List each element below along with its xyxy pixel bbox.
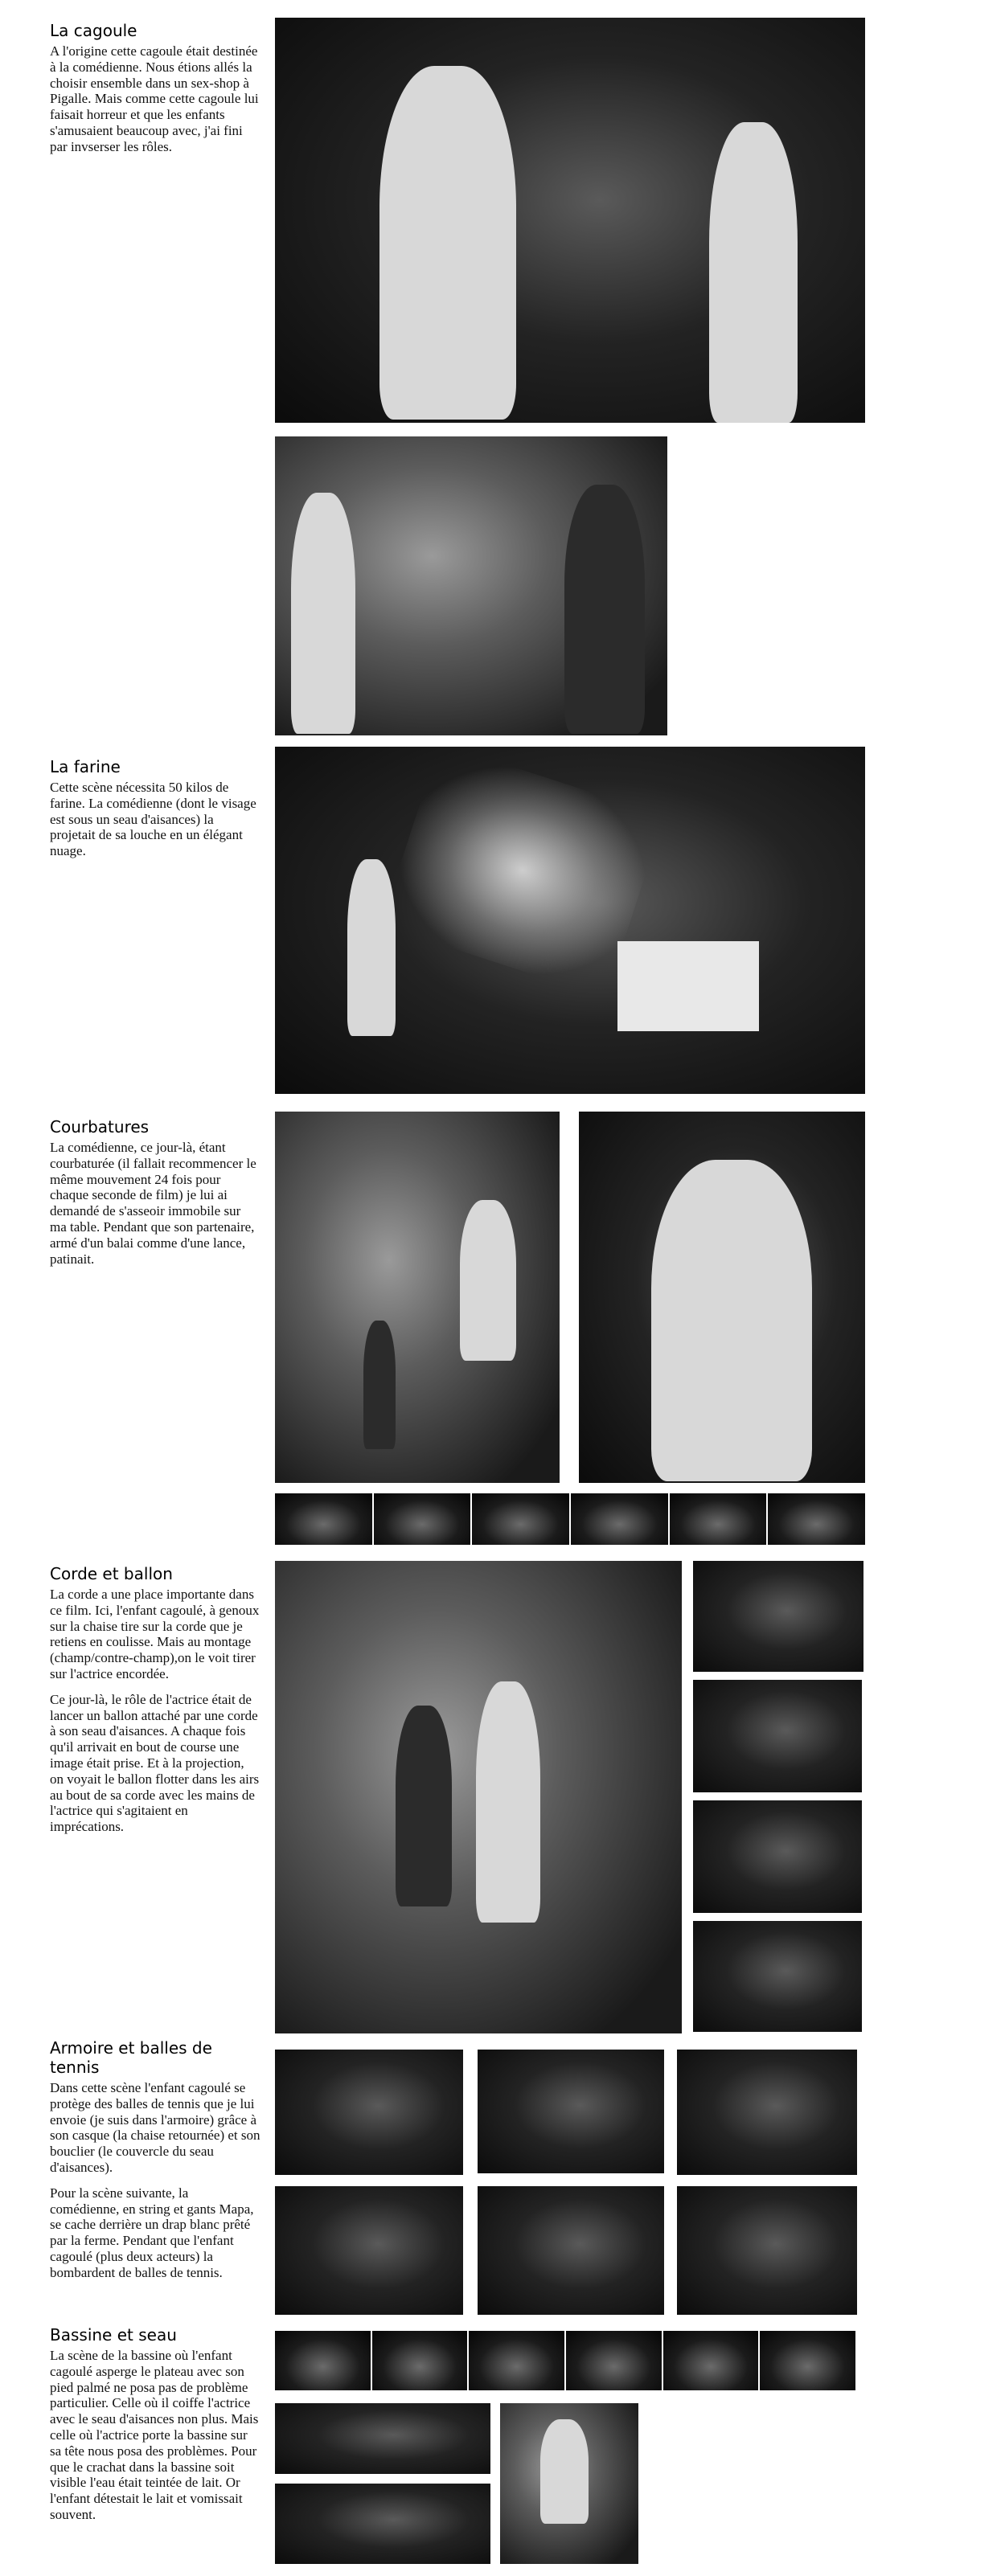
section-bassine [50, 2325, 260, 2533]
photo-figure [709, 122, 798, 423]
film-frame [566, 2331, 662, 2390]
photo-figure [291, 493, 355, 734]
photo-figure [396, 1706, 452, 1906]
section-corde [50, 1564, 260, 1845]
photo-cagoule-second [275, 436, 667, 735]
section-title: Armoire et balles de tennis [50, 2038, 212, 2077]
photo-figure [476, 1681, 540, 1923]
section-paragraph: Pour la scène suivante, la comédienne, en string et gants Mapa, se cache derrière un drap blanc prêté par la ferme. Pendant que l'enfant cagoulé (plus deux acteurs) la bombardent de balles de tennis. [50, 2185, 254, 2280]
photo-bassine-1 [275, 2403, 490, 2474]
film-strip-bassine [275, 2331, 855, 2390]
photo-armoire-1 [275, 2050, 463, 2175]
photo-figure [347, 859, 396, 1036]
photo-figure [379, 66, 516, 420]
film-frame [760, 2331, 855, 2390]
section-paragraph: La corde a une place importante dans ce film. Ici, l'enfant cagoulé, à genoux sur la chaise tire sur la corde que je retiens en coulisse. Mais au montage (champ/contre-champ),on le voit tirer sur l'actrice encordée. [50, 1587, 260, 1681]
film-frame [472, 1493, 569, 1545]
film-frame [275, 2331, 371, 2390]
section-title: La cagoule [50, 21, 137, 40]
photo-armoire-5 [478, 2186, 664, 2315]
section-cagoule [50, 21, 260, 165]
photo-corde-frame-3 [693, 1800, 862, 1913]
section-title: Courbatures [50, 1117, 150, 1136]
photo-corde-main [275, 1561, 682, 2033]
photo-corde-frame-4 [693, 1921, 862, 2032]
section-paragraph: Cette scène nécessita 50 kilos de farine. La comédienne (dont le visage est sous un seau d'aisances) la projetait de sa louche en un élégant nuage. [50, 780, 256, 859]
photo-figure [651, 1160, 812, 1481]
section-paragraph: Dans cette scène l'enfant cagoulé se protège des balles de tennis que je lui envoie (je suis dans l'armoire) grâce à son casque (la chaise retournée) et son bouclier (le couvercle du seau d'aisances). [50, 2080, 260, 2175]
film-frame [571, 1493, 668, 1545]
section-courbatures [50, 1117, 260, 1276]
section-armoire [50, 2038, 260, 2291]
photo-figure [540, 2419, 589, 2524]
photo-armoire-6 [677, 2186, 857, 2315]
photo-armoire-3 [677, 2050, 857, 2175]
section-paragraph: La comédienne, ce jour-là, étant courbaturée (il fallait recommencer le même mouvement 24 fois pour chaque seconde de film) je lui ai demandé de s'asseoir immobile sur ma table. Pendant que son partenaire, armé d'un balai comme d'une lance, patinait. [50, 1140, 256, 1267]
section-title: Bassine et seau [50, 2325, 177, 2345]
film-frame [374, 1493, 471, 1545]
section-paragraph: La scène de la bassine où l'enfant cagoulé asperge le plateau avec son pied palmé ne posa pas de problème particulier. Celle où il coiffe l'actrice avec le seau d'aisances non plus. Mais celle où l'actrice porte la bassine sur sa tête nous posa des problèmes. Pour que le crachat dans la bassine soit visible l'eau était teintée de lait. Or l'enfant détestait le lait et vomissait souvent. [50, 2348, 259, 2522]
section-title: La farine [50, 757, 121, 776]
film-frame [275, 1493, 372, 1545]
photo-figure [564, 485, 645, 734]
film-strip-courbatures [275, 1493, 865, 1545]
photo-cagoule-main [275, 18, 865, 423]
photo-courbatures-portrait [579, 1112, 865, 1483]
section-paragraph: Ce jour-là, le rôle de l'actrice était de lancer un ballon attaché par une corde à son seau d'aisances. A chaque fois qu'il arrivait en bout de course une image était prise. Et à la projection, on voyait le ballon flotter dans les airs au bout de sa corde avec les mains de l'actrice qui s'agitaient en imprécations. [50, 1691, 260, 1835]
photo-corde-frame-2 [693, 1680, 862, 1792]
photo-figure [363, 1321, 396, 1449]
film-frame [469, 2331, 564, 2390]
section-paragraph: A l'origine cette cagoule était destinée à la comédienne. Nous étions allés la choisir ensemble dans un sex-shop à Pigalle. Mais comme cette cagoule lui faisait horreur et que les enfants s'amusaient beaucoup avec, j'ai fini par invserser les rôles. [50, 43, 259, 154]
film-frame [372, 2331, 468, 2390]
photo-armoire-4 [275, 2186, 463, 2315]
photo-figure [460, 1200, 516, 1361]
film-frame [663, 2331, 759, 2390]
photo-bassine-2 [275, 2484, 490, 2564]
film-frame [768, 1493, 865, 1545]
photo-corde-frame-1 [693, 1561, 863, 1672]
photo-armoire-2 [478, 2050, 664, 2173]
section-farine [50, 757, 260, 869]
film-frame [670, 1493, 767, 1545]
photo-bassine-portrait [500, 2403, 638, 2564]
photo-courbatures-wide [275, 1112, 560, 1483]
photo-farine [275, 747, 865, 1094]
section-title: Corde et ballon [50, 1564, 173, 1583]
